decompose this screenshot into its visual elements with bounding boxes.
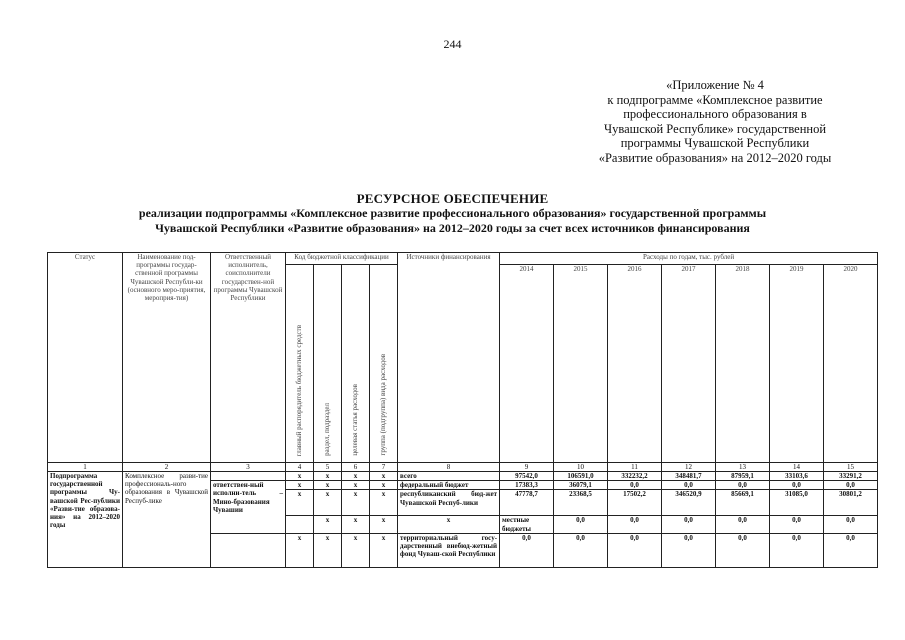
budget-x: x <box>342 481 370 490</box>
column-number: 15 <box>824 463 878 472</box>
appendix-note <box>560 78 870 166</box>
header-budget-sub: целевая статья расходов <box>342 265 370 463</box>
value-cell: 85669,1 <box>716 490 770 516</box>
value-cell: 106591,0 <box>554 472 608 481</box>
column-number: 9 <box>500 463 554 472</box>
source-cell: всего <box>398 472 500 481</box>
header-year: 2019 <box>770 265 824 463</box>
budget-x: x <box>314 472 342 481</box>
header-year: 2014 <box>500 265 554 463</box>
column-number: 11 <box>608 463 662 472</box>
value-cell: 0,0 <box>716 481 770 490</box>
appendix-line: профессионального образования в <box>623 107 807 122</box>
column-number: 8 <box>398 463 500 472</box>
column-number: 7 <box>370 463 398 472</box>
source-cell: местные бюджеты <box>500 516 554 533</box>
source-cell: федеральный бюджет <box>398 481 500 490</box>
value-cell: 17502,2 <box>608 490 662 516</box>
column-number: 4 <box>286 463 314 472</box>
budget-x: x <box>370 533 398 567</box>
budget-x: x <box>286 472 314 481</box>
value-cell: 0,0 <box>824 516 878 533</box>
value-cell: 0,0 <box>662 516 716 533</box>
budget-x: x <box>314 533 342 567</box>
header-budget-code: Код бюджетной классификации <box>286 253 398 265</box>
budget-x: x <box>398 516 500 533</box>
document-subtitle <box>40 206 865 236</box>
header-budget-sub: группа (подгруппа) вида расходов <box>370 265 398 463</box>
budget-x: x <box>370 490 398 516</box>
header-status: Статус <box>48 253 123 463</box>
header-expenses: Расходы по годам, тыс. рублей <box>500 253 878 265</box>
header-budget-sub: главный распорядитель бюджетных средств <box>286 265 314 463</box>
appendix-line: Чувашской Республике» государственной <box>603 121 827 136</box>
budget-x: x <box>342 490 370 516</box>
column-number: 12 <box>662 463 716 472</box>
value-cell: 17383,3 <box>500 481 554 490</box>
budget-x: x <box>370 481 398 490</box>
value-cell: 31085,0 <box>770 490 824 516</box>
source-cell: республиканский бюд-жет Чувашской Респуб-лики <box>398 490 500 516</box>
header-year: 2015 <box>554 265 608 463</box>
value-cell: 0,0 <box>554 516 608 533</box>
value-cell: 0,0 <box>662 481 716 490</box>
value-cell: 0,0 <box>500 533 554 567</box>
responsible-blank <box>211 472 286 481</box>
budget-x: x <box>314 516 342 533</box>
value-cell: 97542,0 <box>500 472 554 481</box>
budget-x: x <box>314 481 342 490</box>
appendix-line: «Приложение № 4 <box>666 78 764 92</box>
value-cell: 0,0 <box>824 533 878 567</box>
value-cell: 0,0 <box>608 516 662 533</box>
budget-x: x <box>342 472 370 481</box>
value-cell: 0,0 <box>608 533 662 567</box>
value-cell: 0,0 <box>554 533 608 567</box>
column-number: 5 <box>314 463 342 472</box>
column-number: 6 <box>342 463 370 472</box>
value-cell: 23368,5 <box>554 490 608 516</box>
responsible-blank <box>211 533 286 567</box>
header-name: Наименование под-программы государ-ственной программы Чувашской Республи-ки (основного меро-приятия, мероприя-тия) <box>123 253 211 463</box>
value-cell: 87959,1 <box>716 472 770 481</box>
value-cell: 0,0 <box>716 533 770 567</box>
source-cell: территориальный госу-дарственный внебюд-жетный фонд Чуваш-ской Республики <box>398 533 500 567</box>
column-number: 14 <box>770 463 824 472</box>
column-number: 13 <box>716 463 770 472</box>
status-cell: Подпрограмма государственной программы Чу-вашской Рес-публики «Разви-тие образова-ния» на 2012–2020 годы <box>48 472 123 568</box>
column-number: 1 <box>48 463 123 472</box>
header-year: 2017 <box>662 265 716 463</box>
appendix-line: программы Чувашской Республики <box>620 136 810 151</box>
value-cell: 30801,2 <box>824 490 878 516</box>
value-cell: 348481,7 <box>662 472 716 481</box>
resource-table <box>47 252 878 568</box>
header-budget-sub: раздел, подраздел <box>314 265 342 463</box>
value-cell: 0,0 <box>716 516 770 533</box>
value-cell: 33291,2 <box>824 472 878 481</box>
table-row <box>48 472 878 481</box>
budget-x: x <box>314 490 342 516</box>
budget-x: x <box>370 472 398 481</box>
page-number: 244 <box>443 37 462 51</box>
value-cell: 0,0 <box>662 533 716 567</box>
budget-x: x <box>286 533 314 567</box>
value-cell: 47778,7 <box>500 490 554 516</box>
header-year: 2020 <box>824 265 878 463</box>
header-year: 2018 <box>716 265 770 463</box>
value-cell: 33103,6 <box>770 472 824 481</box>
header-year: 2016 <box>608 265 662 463</box>
header-responsible: Ответственный исполнитель, соисполнители государствен-ной программы Чувашской Республики <box>211 253 286 463</box>
column-number: 3 <box>211 463 286 472</box>
value-cell: 0,0 <box>608 481 662 490</box>
value-cell: 0,0 <box>824 481 878 490</box>
name-cell: Комплексное разви-тие профессиональ-ного образования в Чувашской Респуб-лике <box>123 472 211 568</box>
subtitle-line: Чувашской Республики «Развитие образования» на 2012–2020 годы за счет всех источников финансирования <box>155 221 750 235</box>
value-cell: 0,0 <box>770 516 824 533</box>
value-cell: 36079,1 <box>554 481 608 490</box>
budget-x: x <box>370 516 398 533</box>
column-number: 10 <box>554 463 608 472</box>
value-cell: 0,0 <box>770 533 824 567</box>
responsible-blank <box>286 516 314 533</box>
header-sources: Источники финансирования <box>398 253 500 463</box>
document-title: РЕСУРСНОЕ ОБЕСПЕЧЕНИЕ <box>356 191 549 206</box>
column-number: 2 <box>123 463 211 472</box>
appendix-line: «Развитие образования» на 2012–2020 годы <box>598 150 832 165</box>
budget-x: x <box>342 533 370 567</box>
budget-x: x <box>286 481 314 490</box>
subtitle-line: реализации подпрограммы «Комплексное развитие профессионального образования» государственной программы <box>138 206 767 220</box>
value-cell: 0,0 <box>770 481 824 490</box>
value-cell: 332232,2 <box>608 472 662 481</box>
value-cell: 346520,9 <box>662 490 716 516</box>
appendix-line: к подпрограмме «Комплексное развитие <box>607 92 823 107</box>
responsible-cell: ответствен-ный исполни-тель – Мино-бразования Чувашии <box>211 481 286 534</box>
budget-x: x <box>342 516 370 533</box>
budget-x: x <box>286 490 314 516</box>
